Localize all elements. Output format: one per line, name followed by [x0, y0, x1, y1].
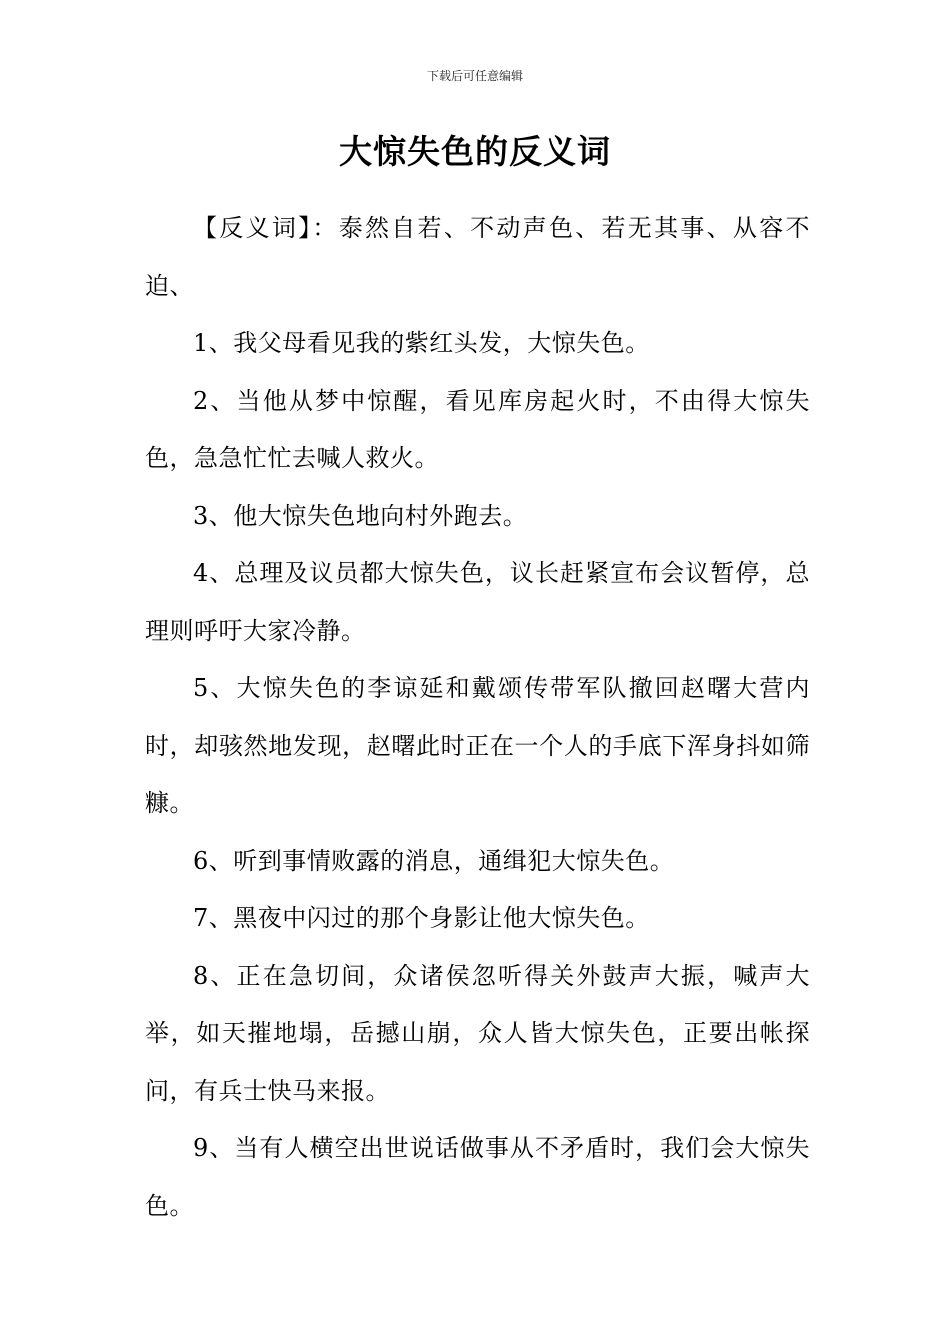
- page-title: 大惊失色的反义词: [339, 132, 611, 171]
- document-body: [145, 200, 810, 1235]
- header-note: 下载后可任意编辑: [426, 69, 523, 83]
- example-sentence-9: 9、当有人横空出世说话做事从不矛盾时，我们会大惊失色。: [145, 1134, 810, 1220]
- example-sentence-6: 6、听到事情败露的消息，通缉犯大惊失色。: [193, 846, 675, 875]
- example-sentence-5: 5、大惊失色的李谅延和戴颂传带军队撤回赵曙大营内时，却骇然地发现，赵曙此时正在一个人的手底下浑身抖如筛糠。: [145, 674, 810, 817]
- example-sentence-8: 8、正在急切间，众诸侯忽听得关外鼓声大振，喊声大举，如天摧地塌，岳撼山崩，众人皆大惊失色，正要出帐探问，有兵士快马来报。: [145, 961, 810, 1105]
- example-sentence-2: 2、当他从梦中惊醒，看见库房起火时，不由得大惊失色，急急忙忙去喊人救火。: [145, 386, 810, 472]
- example-sentence-4: 4、总理及议员都大惊失色，议长赶紧宣布会议暂停，总理则呼吁大家冷静。: [145, 559, 810, 645]
- example-sentence-3: 3、他大惊失色地向村外跑去。: [193, 501, 528, 530]
- example-sentence-7: 7、黑夜中闪过的那个身影让他大惊失色。: [193, 904, 650, 932]
- antonym-paragraph: 【反义词】：泰然自若、不动声色、若无其事、从容不迫、: [145, 214, 810, 300]
- example-sentence-1: 1、我父母看见我的紫红头发，大惊失色。: [193, 329, 650, 357]
